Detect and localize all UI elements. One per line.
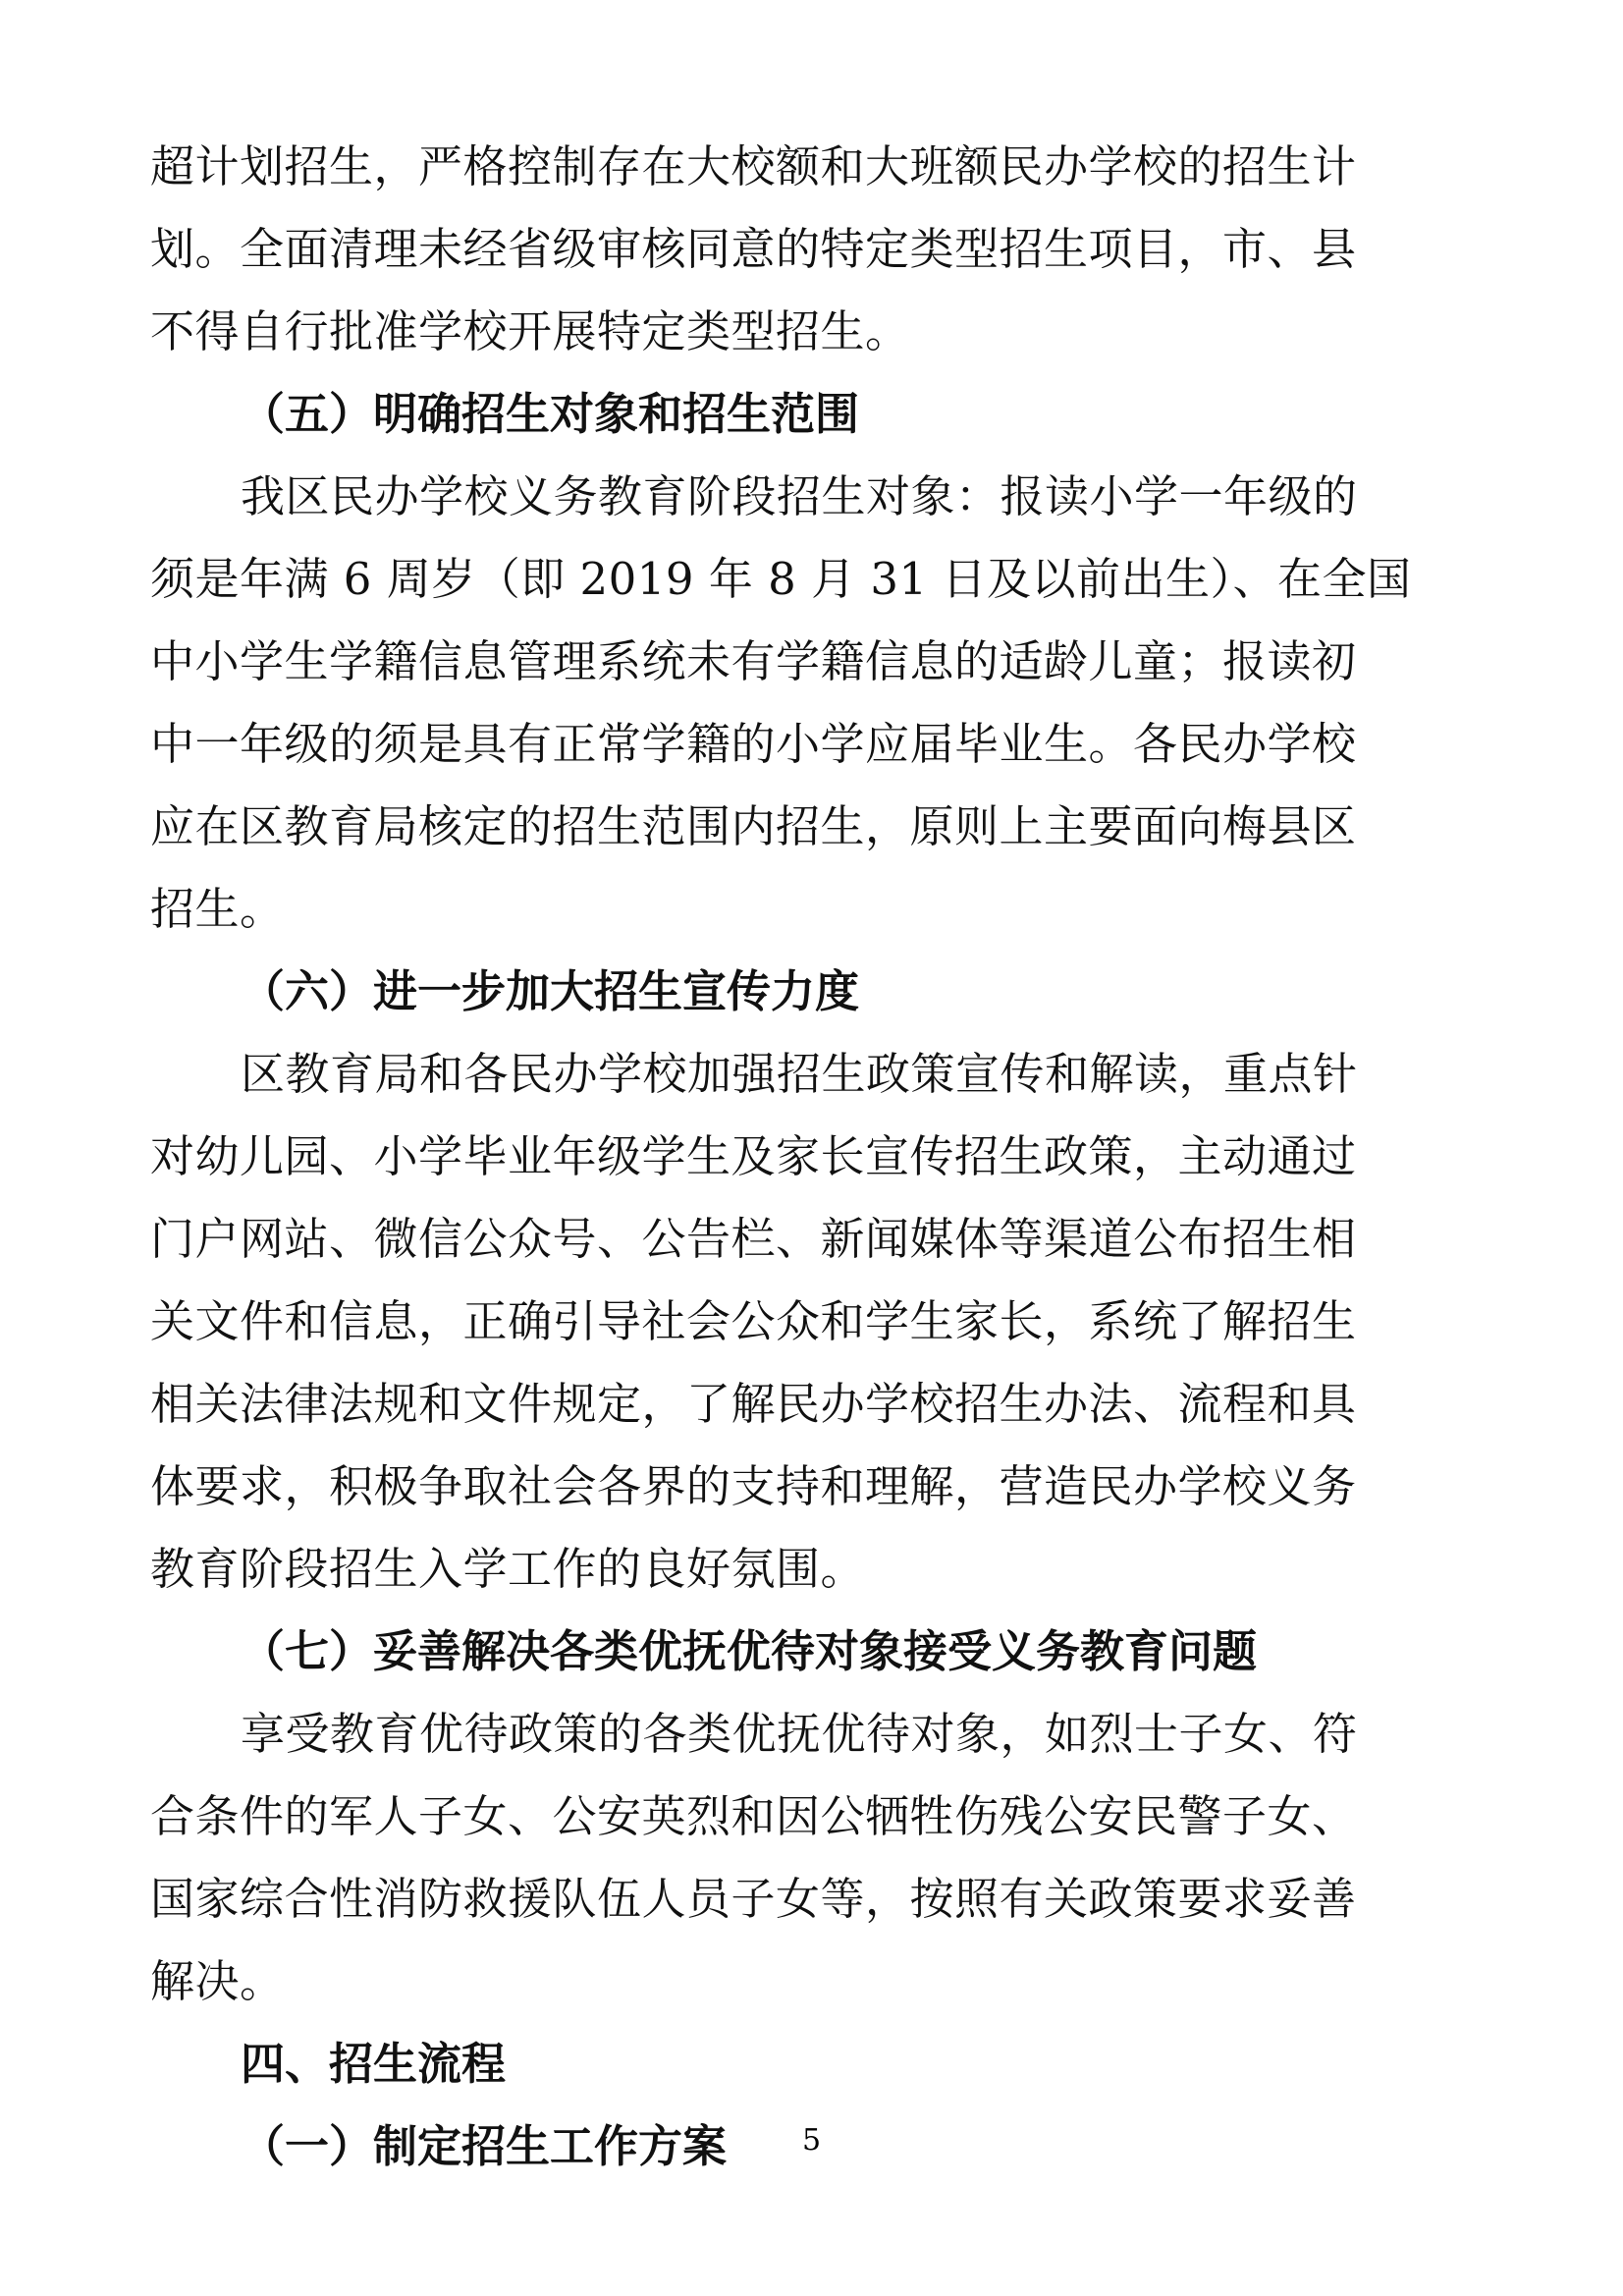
document-line: 须是年满 6 周岁（即 2019 年 8 月 31 日及以前出生）、在全国 [150,553,1412,605]
page-number: 5 [801,2123,822,2158]
document-line: 相关法律法规和文件规定，了解民办学校招生办法、流程和具 [150,1378,1357,1430]
document-line: 解决。 [150,1955,285,2007]
document-line: 教育阶段招生入学工作的良好氛围。 [150,1543,866,1595]
document-line: 享受教育优待政策的各类优抚优待对象，如烈士子女、符 [241,1708,1358,1760]
section-heading-six: （六）进一步加大招生宣传力度 [241,965,860,1017]
document-line: 区教育局和各民办学校加强招生政策宣传和解读，重点针 [241,1048,1358,1100]
document-line: 超计划招生，严格控制存在大校额和大班额民办学校的招生计 [150,140,1357,192]
document-line: 门户网站、微信公众号、公告栏、新闻媒体等渠道公布招生相 [150,1213,1357,1265]
document-line: 划。全面清理未经省级审核同意的特定类型招生项目，市、县 [150,223,1357,275]
document-line: 不得自行批准学校开展特定类型招生。 [150,305,910,357]
document-text-body [150,126,1476,2188]
document-line: 中小学生学籍信息管理系统未有学籍信息的适龄儿童；报读初 [150,635,1357,687]
section-heading-five: （五）明确招生对象和招生范围 [241,388,860,440]
document-line: 我区民办学校义务教育阶段招生对象：报读小学一年级的 [241,470,1358,522]
section-heading-four: 四、招生流程 [241,2038,507,2090]
document-line: 对幼儿园、小学毕业年级学生及家长宣传招生政策，主动通过 [150,1130,1357,1182]
document-line: 关文件和信息，正确引导社会公众和学生家长，系统了解招生 [150,1295,1357,1347]
subsection-heading-one: （一）制定招生工作方案 [241,2120,728,2172]
document-line: 国家综合性消防救援队伍人员子女等，按照有关政策要求妥善 [150,1873,1357,1925]
section-heading-seven: （七）妥善解决各类优抚优待对象接受义务教育问题 [241,1625,1258,1677]
document-line: 中一年级的须是具有正常学籍的小学应届毕业生。各民办学校 [150,718,1357,770]
document-line: 招生。 [150,883,285,935]
document-line: 应在区教育局核定的招生范围内招生，原则上主要面向梅县区 [150,800,1357,852]
document-line: 体要求，积极争取社会各界的支持和理解，营造民办学校义务 [150,1460,1357,1512]
document-line: 合条件的军人子女、公安英烈和因公牺牲伤残公安民警子女、 [150,1790,1357,1842]
